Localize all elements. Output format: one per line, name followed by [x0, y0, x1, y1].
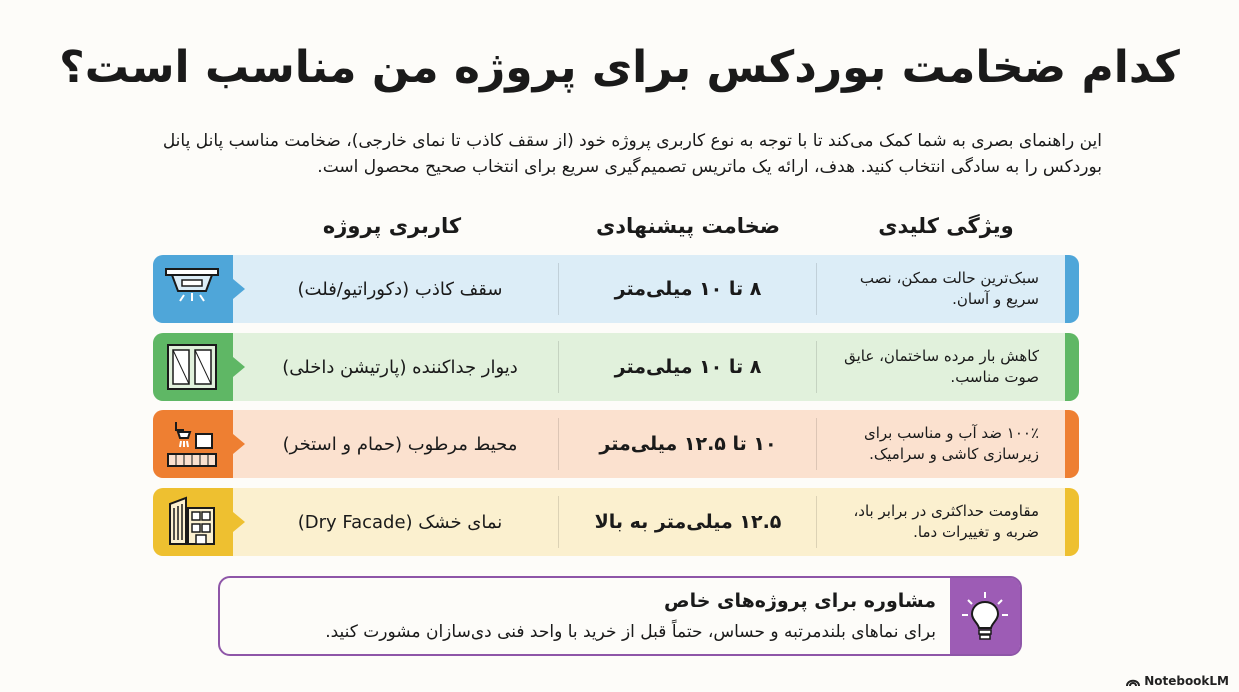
table-header	[0, 214, 1239, 250]
brand-watermark	[1126, 674, 1229, 688]
row-usage: دیوار جداکننده (پارتیشن داخلی)	[282, 356, 518, 378]
row-usage: سقف کاذب (دکوراتیو/فلت)	[297, 278, 503, 300]
row-thickness: ۱۰ تا ۱۲.۵ میلی‌متر	[599, 433, 777, 455]
shower-icon	[153, 410, 233, 478]
table-row	[153, 488, 1079, 556]
lightbulb-icon	[950, 578, 1020, 654]
row-thickness: ۱۲.۵ میلی‌متر به بالا	[594, 511, 782, 533]
notebook-logo-icon	[1126, 675, 1140, 687]
row-usage: نمای خشک (Dry Facade)	[297, 511, 503, 533]
row-feature: ۱۰۰٪ ضد آب و مناسب برای زیرسازی کاشی و سرامیک.	[863, 424, 1039, 463]
row-accent	[1065, 410, 1079, 478]
row-accent	[1065, 333, 1079, 401]
facade-icon	[153, 488, 233, 556]
row-feature: مقاومت حداکثری در برابر باد، ضربه و تغییرات دما.	[853, 502, 1039, 541]
row-feature: کاهش بار مرده ساختمان، عایق صوت مناسب.	[844, 347, 1039, 386]
callout-text: برای نماهای بلندمرتبه و حساس، حتماً قبل از خرید با واحد فنی دی‌سازان مشورت کنید.	[325, 622, 936, 642]
consultation-callout	[218, 576, 1022, 656]
table-row	[153, 410, 1079, 478]
row-usage: محیط مرطوب (حمام و استخر)	[282, 433, 518, 455]
row-thickness: ۸ تا ۱۰ میلی‌متر	[614, 278, 762, 300]
brand-label: NotebookLM	[1144, 674, 1229, 688]
row-thickness: ۸ تا ۱۰ میلی‌متر	[614, 356, 762, 378]
intro-text: این راهنمای بصری به شما کمک می‌کند تا با توجه به نوع کاربری پروژه خود (از سقف کاذب تا نمای خارجی)، ضخامت مناسب پانل پانل بوردکس را به سادگی انتخاب کنید. هدف، ارائه یک ماتریس تصمیم‌گیری سریع برای انتخاب صحیح محصول است.	[162, 131, 1102, 177]
row-feature: سبک‌ترین حالت ممکن، نصب سریع و آسان.	[859, 269, 1039, 308]
table-row	[153, 333, 1079, 401]
row-accent	[1065, 488, 1079, 556]
page-title: کدام ضخامت بوردکس برای پروژه من مناسب است؟	[59, 42, 1180, 93]
table-row	[153, 255, 1079, 323]
ceiling-icon	[153, 255, 233, 323]
header-feature: ویژگی کلیدی	[878, 214, 1014, 238]
partition-icon	[153, 333, 233, 401]
callout-title: مشاوره برای پروژه‌های خاص	[664, 590, 936, 612]
header-usage: کاربری پروژه	[322, 214, 462, 238]
row-accent	[1065, 255, 1079, 323]
header-thickness: ضخامت پیشنهادی	[595, 214, 781, 238]
